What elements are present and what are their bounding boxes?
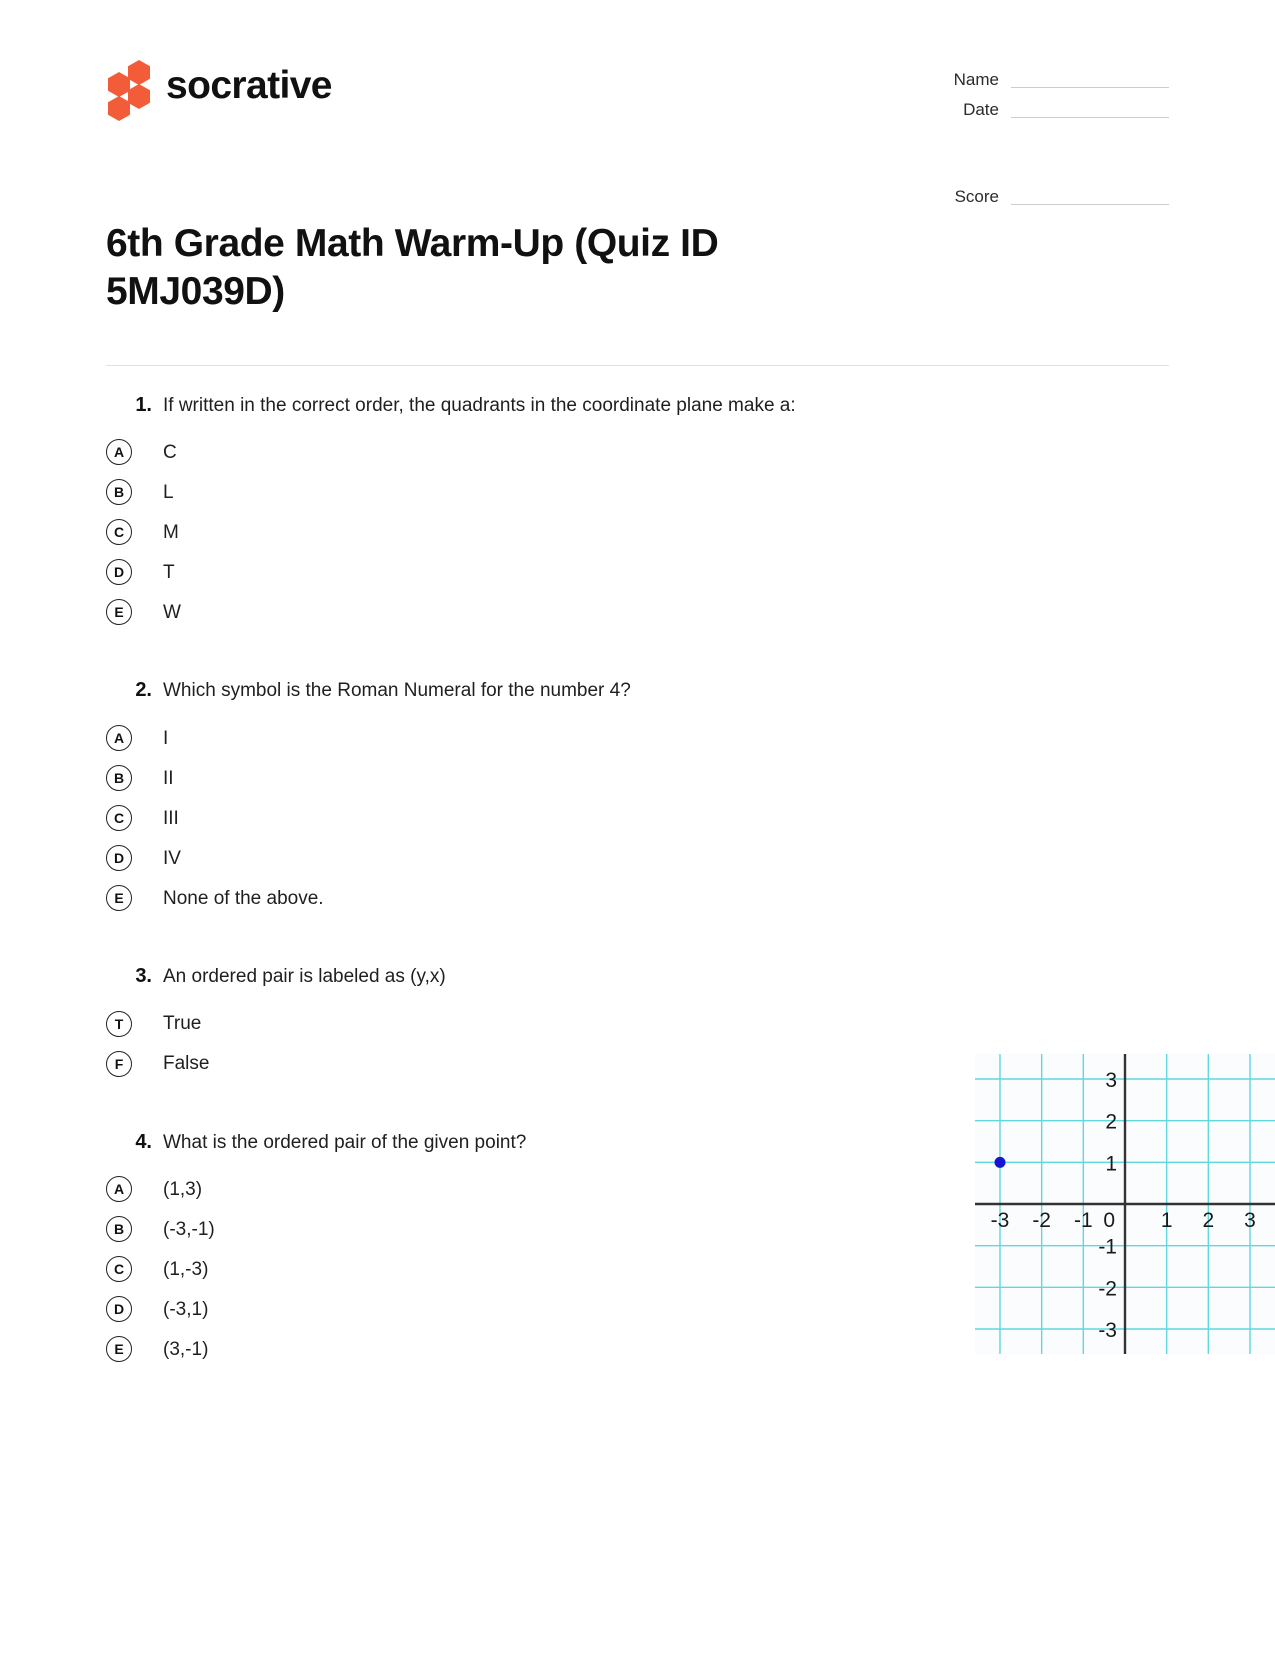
y-tick-label: 3 xyxy=(1105,1069,1117,1092)
x-tick-label: -1 xyxy=(1073,1209,1093,1232)
brand-name: socrative xyxy=(166,63,332,107)
answer-choice[interactable] xyxy=(106,838,1169,878)
data-points xyxy=(995,1157,1006,1168)
answer-choice-text: (-3,-1) xyxy=(163,1218,215,1240)
title-block xyxy=(106,220,1169,317)
question-text: Which symbol is the Roman Numeral for the number 4? xyxy=(163,680,631,702)
page-title: 6th Grade Math Warm-Up (Quiz ID 5MJ039D) xyxy=(106,222,719,314)
answer-bubble[interactable]: E xyxy=(106,599,132,625)
answer-bubble[interactable]: B xyxy=(106,479,132,505)
y-tick-label: 2 xyxy=(1105,1110,1117,1134)
answer-choice-text: False xyxy=(163,1053,210,1075)
hexagon-shape xyxy=(108,96,130,121)
answer-choice[interactable] xyxy=(106,758,1169,798)
question-text: An ordered pair is labeled as (y,x) xyxy=(163,966,446,988)
hexagon-shape xyxy=(108,72,130,97)
answer-bubble[interactable]: C xyxy=(106,519,132,545)
page-header xyxy=(106,0,1169,218)
answer-choice-text: C xyxy=(163,441,177,463)
question-number: 3. xyxy=(135,965,152,988)
answer-choice-text: T xyxy=(163,561,175,583)
y-tick-label: -1 xyxy=(1098,1235,1117,1259)
answer-choice-text: (1,-3) xyxy=(163,1258,209,1280)
score-input-line[interactable] xyxy=(1011,189,1169,205)
socrative-logo xyxy=(106,55,332,115)
answer-choice-text: None of the above. xyxy=(163,887,324,909)
answer-choice[interactable] xyxy=(106,878,1169,918)
question-text: What is the ordered pair of the given point? xyxy=(163,1131,527,1153)
answer-bubble[interactable]: D xyxy=(106,845,132,871)
name-input-line[interactable] xyxy=(1011,72,1169,88)
answer-bubble[interactable]: D xyxy=(106,559,132,585)
answer-choice[interactable] xyxy=(106,552,1169,592)
hexagon-logo-icon xyxy=(106,59,152,111)
answer-bubble[interactable]: E xyxy=(106,885,132,911)
x-tick-label: 0 xyxy=(1103,1209,1115,1232)
answer-choice-text: W xyxy=(163,601,181,623)
answer-bubble[interactable]: A xyxy=(106,725,132,751)
question-item xyxy=(106,679,1169,918)
question-text: If written in the correct order, the quadrants in the coordinate plane make a: xyxy=(163,394,796,416)
answer-choice-text: III xyxy=(163,807,179,829)
answer-bubble[interactable]: D xyxy=(106,1296,132,1322)
hexagon-shape xyxy=(128,84,150,109)
answer-bubble[interactable]: T xyxy=(106,1011,132,1037)
answer-bubble[interactable]: B xyxy=(106,1216,132,1242)
question-header xyxy=(106,679,1169,704)
answer-choices xyxy=(106,718,1169,918)
question-header xyxy=(106,394,1169,419)
answer-choice-text: II xyxy=(163,767,174,789)
name-label: Name xyxy=(953,70,999,89)
answer-choice-text: IV xyxy=(163,847,181,869)
date-input-line[interactable] xyxy=(1011,102,1169,118)
y-tick-label: 1 xyxy=(1105,1152,1117,1176)
header-divider xyxy=(106,365,1169,366)
answer-bubble[interactable]: B xyxy=(106,765,132,791)
score-label: Score xyxy=(954,187,999,206)
answer-bubble[interactable]: F xyxy=(106,1051,132,1077)
date-field-row xyxy=(919,101,1169,118)
answer-choice[interactable] xyxy=(106,718,1169,758)
student-info-block xyxy=(919,55,1169,218)
hexagon-shape xyxy=(128,60,150,85)
answer-bubble[interactable]: A xyxy=(106,439,132,465)
answer-choice[interactable] xyxy=(106,592,1169,632)
question-number: 4. xyxy=(135,1130,152,1153)
answer-choice[interactable] xyxy=(106,432,1169,472)
answer-choices xyxy=(106,432,1169,632)
date-label: Date xyxy=(963,100,999,119)
coordinate-plane-svg xyxy=(975,1054,1275,1354)
answer-bubble[interactable]: E xyxy=(106,1336,132,1362)
answer-choice-text: I xyxy=(163,727,169,749)
x-tick-label: 2 xyxy=(1202,1209,1215,1232)
x-tick-label: 3 xyxy=(1244,1209,1256,1232)
answer-choice-text: (-3,1) xyxy=(163,1298,209,1320)
question-item xyxy=(106,394,1169,633)
answer-choice[interactable] xyxy=(106,472,1169,512)
answer-choice[interactable] xyxy=(106,798,1169,838)
answer-bubble[interactable]: C xyxy=(106,805,132,831)
y-tick-label: -3 xyxy=(1098,1319,1117,1342)
plotted-point xyxy=(995,1157,1006,1168)
x-tick-label: -3 xyxy=(990,1209,1010,1232)
x-tick-label: 1 xyxy=(1160,1209,1173,1232)
answer-choice-text: (3,-1) xyxy=(163,1338,209,1360)
coordinate-plane-figure xyxy=(975,1054,1275,1354)
x-tick-label: -2 xyxy=(1032,1209,1052,1232)
score-field-row xyxy=(919,188,1169,205)
answer-choice[interactable] xyxy=(106,1004,1169,1044)
answer-choice-text: M xyxy=(163,521,179,543)
answer-bubble[interactable]: C xyxy=(106,1256,132,1282)
answer-choice-text: L xyxy=(163,481,174,503)
answer-choice-text: True xyxy=(163,1013,202,1035)
y-tick-label: -2 xyxy=(1098,1277,1117,1301)
answer-bubble[interactable]: A xyxy=(106,1176,132,1202)
answer-choice[interactable] xyxy=(106,512,1169,552)
question-number: 2. xyxy=(135,679,152,702)
question-header xyxy=(106,965,1169,990)
question-number: 1. xyxy=(135,393,152,416)
name-field-row xyxy=(919,71,1169,88)
answer-choice-text: (1,3) xyxy=(163,1178,203,1200)
